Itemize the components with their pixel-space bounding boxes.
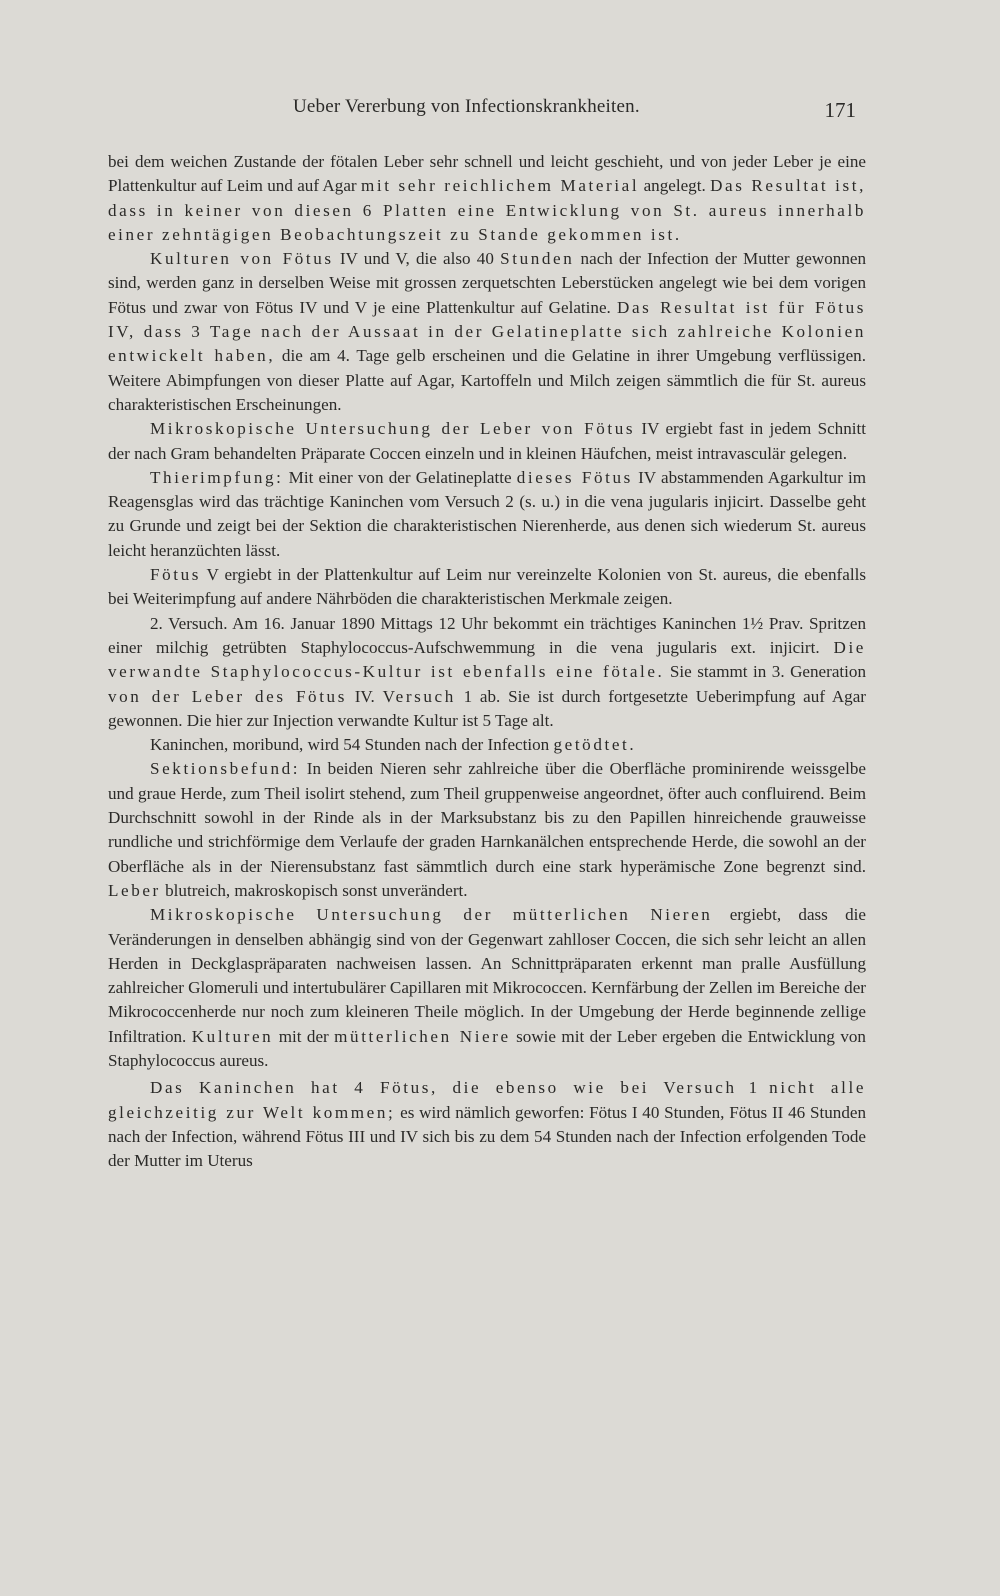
running-head — [108, 92, 864, 126]
spaced-emphasis-text: Kulturen — [191, 1026, 274, 1046]
text-run: bei dem weichen Zustande der fötalen Leber sehr schnell und leicht geschieht, und von jeder Leber je eine Plattenkultur auf Leim und auf Agar — [108, 152, 866, 196]
spaced-emphasis-text: Leber — [108, 880, 161, 900]
spaced-emphasis-text: Kulturen von Fötus — [150, 249, 334, 269]
text-run: sowie mit der Leber ergeben die Entwicklung von Staphylococcus aureus. — [108, 1026, 866, 1070]
spaced-emphasis-text: mit sehr reichlichem Material — [360, 176, 640, 196]
text-run: nach der Infection der Mutter gewonnen sind, werden ganz in derselben Weise mit grossen zerquetschten Leberstücken angelegt wie bei dem vorigen Fötus und zwar von Fötus IV und V je eine Plattenkultur auf Gelatine. — [108, 249, 866, 317]
text-run: In beiden Nieren sehr zahlreiche über die Oberfläche prominirende weissgelbe und graue Herde, zum Theil isolirt stehend, zum Theil gruppenweise angeordnet, öfter auch confluirend. Beim Durchschnitt sowohl in der Rinde als in der Marksubstanz bis zu den Papillen hinreichende grauweisse rundliche und strichförmige dem Verlaufe der graden Harnkanälchen entsprechende Herde, die sowohl an der Oberfläche als in der Nierensubstanz fast sämmtlich durch eine stark hyperämische Zone begrenzt sind. — [108, 759, 866, 876]
text-run: Mit einer von der Gelatineplatte — [283, 467, 517, 487]
spaced-emphasis-text: Mikroskopische Untersuchung der Leber von Fötus — [150, 419, 636, 439]
spaced-emphasis-text: getödtet. — [553, 735, 637, 755]
running-title: Ueber Vererbung von Infectionskrankheiten. — [293, 96, 640, 117]
spaced-emphasis-text: Mikroskopische Untersuchung der mütterlichen Nieren — [150, 905, 713, 925]
text-run: IV ergiebt fast in jedem Schnitt der nach Gram behandelten Präparate Coccen einzeln und in kleinen Häufchen, meist intravasculär gelegen. — [108, 419, 867, 463]
page-number: 171 — [824, 98, 856, 122]
body-text — [108, 150, 866, 1173]
paragraph — [108, 466, 866, 563]
spaced-emphasis-text: Versuch — [382, 686, 456, 706]
text-run: ergiebt, dass die Veränderungen in denselben abhängig sind von der Gegenwart zahlloser Coccen, die sich sehr leicht an allen Herden in Deckglaspräparaten nachweisen lassen. An Schnittpräparaten erkennt man pralle Ausfüllung zahlreicher Glomeruli und intertubulärer Capillaren mit Mikrococcen. Kernfärbung der Zellen im Bereiche der Mikrococcenherde nur noch zum kleineren Theile möglich. In der Umgebung der Herde beginnende zellige Infiltration. — [108, 905, 866, 1046]
spaced-emphasis-text: nicht alle gleichzeitig zur Welt kommen; — [108, 1078, 867, 1122]
spaced-emphasis-text: mütterlichen Niere — [334, 1026, 511, 1046]
paragraph — [108, 563, 866, 612]
text-run: es wird nämlich geworfen: Fötus I 40 Stunden, Fötus II 46 Stunden nach der Infection, während Fötus III und IV sich bis zu dem 54 Stunden nach der Infection erfolgenden Tode der Mutter im Uterus — [108, 1102, 866, 1171]
paragraph — [108, 757, 866, 903]
text-run: IV abstammenden Agarkultur im Reagensglas wird das trächtige Kaninchen vom Versuch 2 (s. u.) in die vena jugularis injicirt. Dasselbe geht zu Grunde und zeigt bei der Sektion die charakteristischen Nierenherde, aus denen sich wiederum St. aureus leicht heranzüchten lässt. — [108, 467, 866, 560]
paragraph — [108, 150, 866, 247]
spaced-emphasis-text: Fötus — [150, 565, 202, 585]
spaced-emphasis-text: Die verwandte Staphylococcus-Kultur ist ebenfalls eine fötale. — [108, 637, 866, 682]
spaced-emphasis-text: Thierimpfung: — [150, 467, 284, 487]
spaced-emphasis-text: Sektionsbefund: — [150, 759, 301, 779]
spaced-emphasis-text: von der Leber des Fötus — [108, 686, 347, 706]
paragraph — [108, 417, 866, 466]
text-run: Kaninchen, moribund, wird 54 Stunden nach der Infection — [150, 735, 554, 755]
text-run: angelegt. — [639, 176, 711, 196]
text-run: die am 4. Tage gelb erscheinen und die Gelatine in ihrer Umgebung verflüssigen. Weitere Abimpfungen von dieser Platte auf Agar, Kartoffeln und Milch zeigen sämmtlich die für St. aureus charakteristischen Erscheinungen. — [108, 346, 866, 414]
paragraph — [108, 247, 866, 417]
text-run: IV und V, die also 40 — [333, 249, 501, 269]
text-run: V ergiebt in der Plattenkultur auf Leim nur vereinzelte Kolonien von St. aureus, die ebenfalls bei Weiterimpfung auf andere Nährböden die charakteristischen Merkmale zeigen. — [108, 565, 866, 609]
text-run: 1 ab. Sie ist durch fortgesetzte Ueberimpfung auf Agar gewonnen. Die hier zur Injection verwandte Kultur ist 5 Tage alt. — [108, 686, 866, 730]
spaced-emphasis-text: Das Resultat ist, dass in keiner von diesen 6 Platten eine Entwicklung von St. aureus innerhalb einer zehntägigen Beobachtungszeit zu Stande gekommen ist. — [108, 176, 867, 244]
text-run: IV. — [346, 686, 383, 706]
paragraph — [108, 1076, 866, 1173]
spaced-emphasis-text: Das Kaninchen hat 4 Fötus, die ebenso wie bei Versuch — [150, 1078, 737, 1098]
text-run: 1 — [736, 1078, 770, 1098]
text-run: 2. Versuch. Am 16. Januar 1890 Mittags 12 Uhr bekommt ein trächtiges Kaninchen 1½ Prav. Spritzen einer milchig getrübten Staphylococcus-Aufschwemmung in die vena jugularis ext. injicirt. — [108, 613, 866, 657]
paragraph — [108, 903, 866, 1073]
spaced-emphasis-text: dieses Fötus — [516, 467, 633, 487]
spaced-emphasis-text: Stunden — [500, 249, 575, 269]
text-run: Sie stammt in 3. Generation — [664, 662, 866, 682]
text-run: mit der — [273, 1026, 335, 1046]
text-run: blutreich, makroskopisch sonst unverändert. — [160, 880, 468, 900]
spaced-emphasis-text: Das Resultat ist für Fötus IV, dass 3 Tage nach der Aussaat in der Gelatineplatte sich zahlreiche Kolonien entwickelt haben, — [108, 297, 866, 366]
paragraph — [108, 733, 866, 757]
paragraph — [108, 612, 866, 733]
